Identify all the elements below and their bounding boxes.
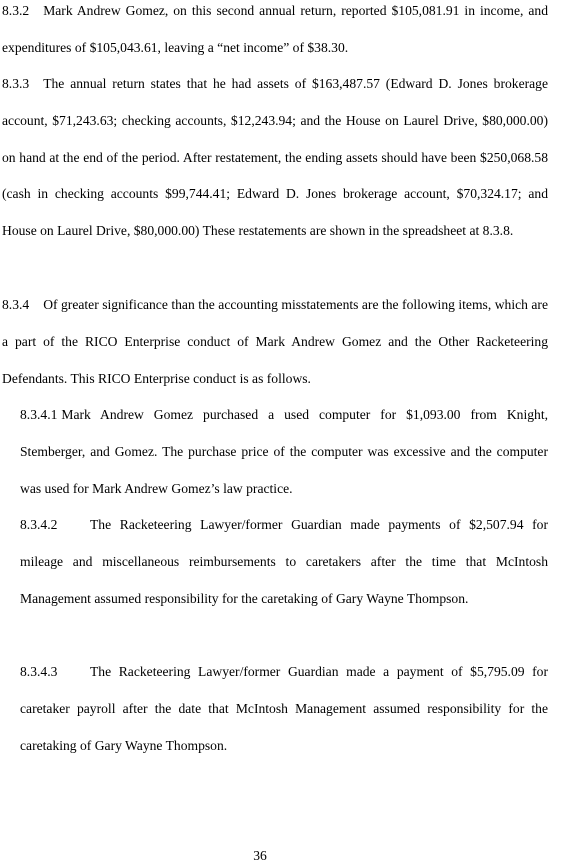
subparagraph-number: 8.3.4.2 (20, 517, 58, 532)
page-number: 36 (253, 848, 267, 863)
subparagraph-8-3-4-1 (20, 397, 548, 507)
paragraph-text: Of greater significance than the accounting misstatements are the following items, which are a part of the RICO Enterprise conduct of Mark Andrew Gomez and the Other Racketeering Defendants. This RICO Enterprise conduct is as follows. (2, 297, 548, 386)
subparagraph-text: Mark Andrew Gomez purchased a used computer for $1,093.00 from Knight, Stemberger, and Gomez. The purchase price of the computer was excessive and the computer was used for Mark Andrew Gomez’s law practice. (20, 407, 548, 496)
subparagraph-number: 8.3.4.3 (20, 664, 58, 679)
paragraph-8-3-2 (2, 0, 548, 67)
paragraph-8-3-3 (2, 66, 548, 250)
paragraph-text: The annual return states that he had assets of $163,487.57 (Edward D. Jones brokerage account, $71,243.63; checking accounts, $12,243.94; and the House on Laurel Drive, $80,000.00) on hand at the end of the period. After restatement, the ending assets should have been $250,068.58 (cash in checking accounts $99,744.41; Edward D. Jones brokerage account, $70,324.17; and House on Laurel Drive, $80,000.00) These restatements are shown in the spreadsheet at 8.3.8. (2, 76, 548, 239)
paragraph-text: Mark Andrew Gomez, on this second annual return, reported $105,081.91 in income, and expenditures of $105,043.61, leaving a “net income” of $38.30. (2, 3, 548, 55)
paragraph-number: 8.3.2 (2, 3, 30, 18)
subparagraph-8-3-4-3 (20, 654, 548, 764)
subparagraph-text: The Racketeering Lawyer/former Guardian made payments of $2,507.94 for mileage and miscellaneous reimbursements to caretakers after the time that McIntosh Management assumed responsibility for the caretaking of Gary Wayne Thompson. (20, 517, 548, 606)
paragraph-number: 8.3.4 (2, 297, 30, 312)
paragraph-8-3-4 (2, 287, 548, 397)
subparagraph-8-3-4-2 (20, 507, 548, 617)
subparagraph-text: The Racketeering Lawyer/former Guardian made a payment of $5,795.09 for caretaker payroll after the date that McIntosh Management assumed responsibility for the caretaking of Gary Wayne Thompson. (20, 664, 548, 753)
subparagraph-number: 8.3.4.1 (20, 407, 58, 422)
paragraph-number: 8.3.3 (2, 76, 30, 91)
